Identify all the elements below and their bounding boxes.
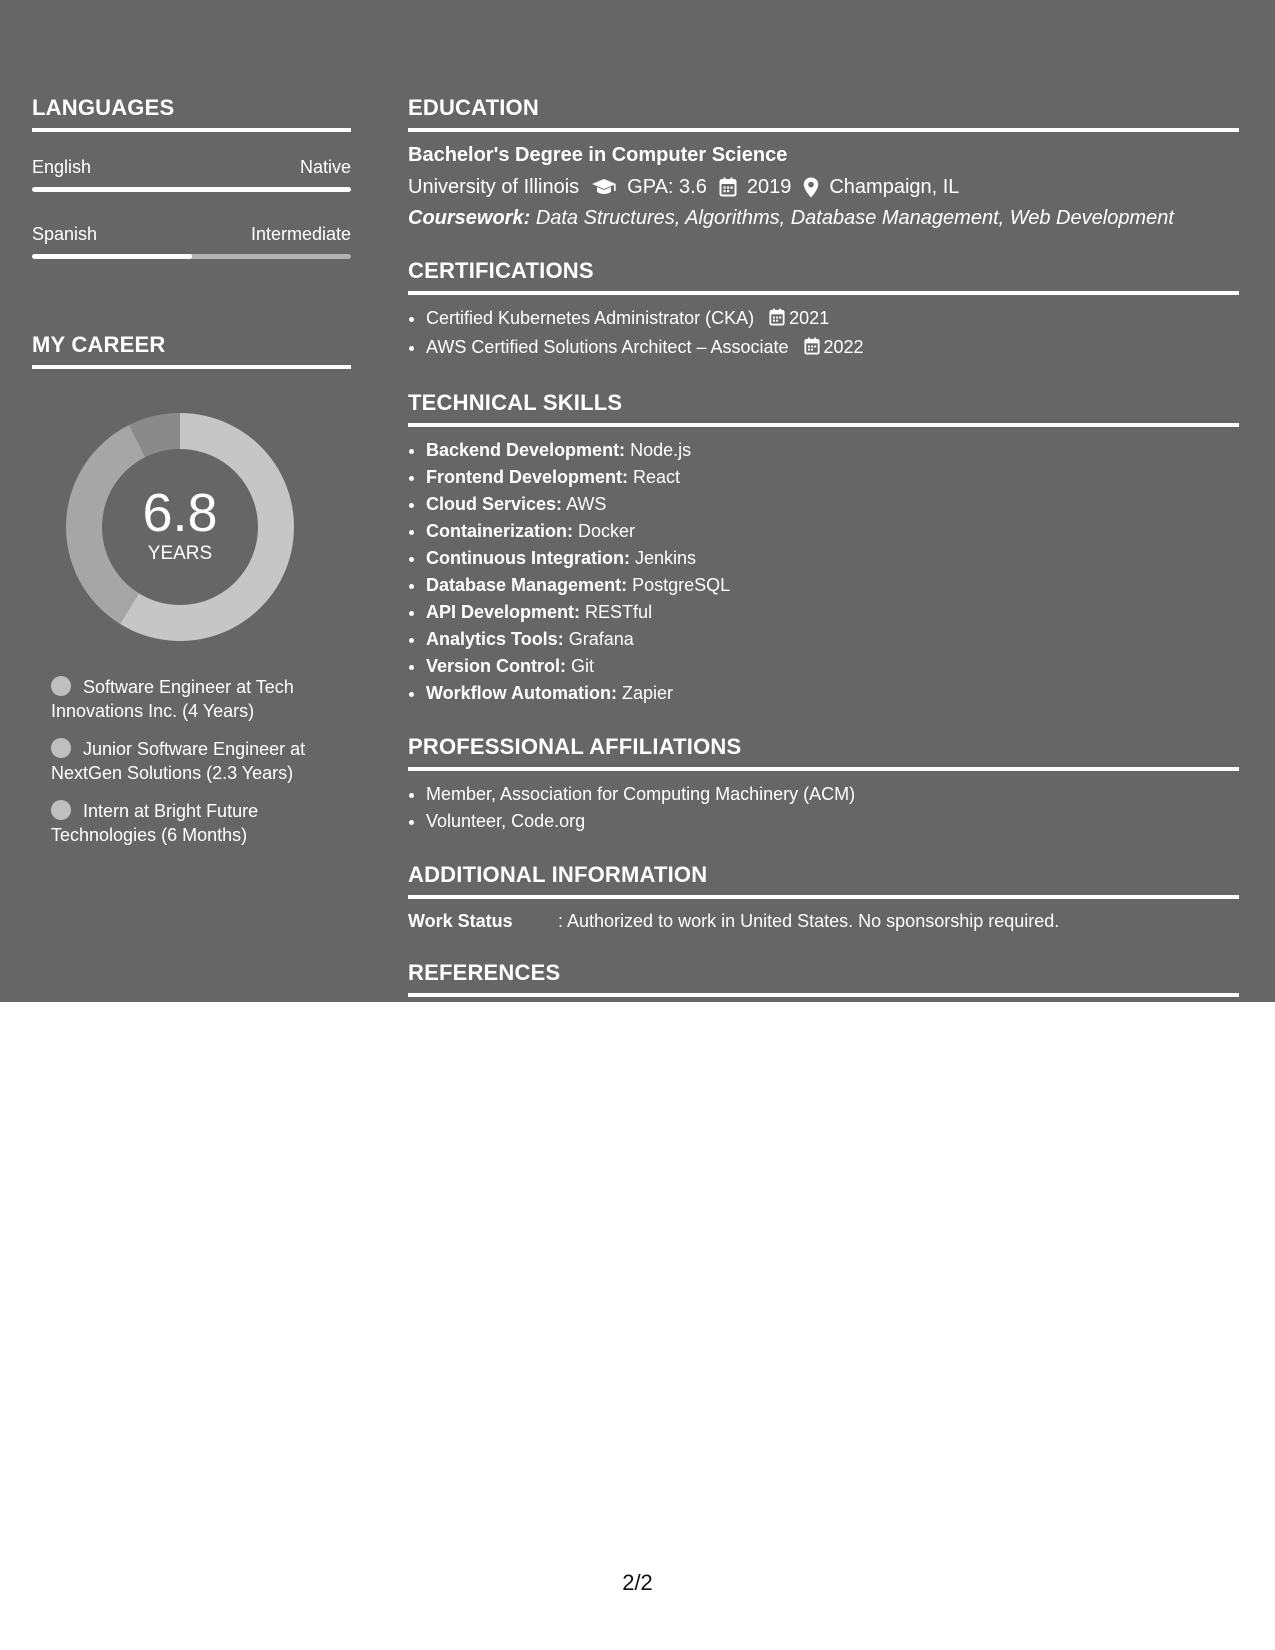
languages-section [32,94,351,259]
skill-label: Containerization: [426,521,573,541]
affiliations-section [408,733,1239,835]
skill-label: Frontend Development: [426,467,629,487]
certification-name: AWS Certified Solutions Architect – Associate [426,337,789,357]
skill-item [426,437,1239,464]
language-name: English [32,157,92,177]
skill-item [426,491,1239,518]
career-item [51,799,341,847]
education-location: Champaign, IL [829,176,960,198]
location-pin-icon [803,177,819,198]
skill-value: RESTful [585,602,653,622]
section-rule [408,291,1239,295]
language-level: Intermediate [250,224,351,244]
coursework-text: Data Structures, Algorithms, Database Management, Web Development [535,207,1174,229]
language-bar-fill [32,187,351,192]
certification-item [426,305,1239,334]
additional-info-section [408,861,1239,933]
references-section [408,959,1239,1033]
certification-name: Certified Kubernetes Administrator (CKA) [426,308,755,328]
skill-item [426,599,1239,626]
skill-label: Continuous Integration: [426,548,630,568]
skill-value: AWS [566,494,607,514]
language-bar-fill [32,254,192,259]
skill-label: Analytics Tools: [426,629,564,649]
career-years-unit: YEARS [147,543,213,564]
education-title: EDUCATION [408,95,539,120]
references-title: REFERENCES [408,960,561,985]
section-rule [408,993,1239,997]
section-rule [32,128,351,132]
certifications-title: CERTIFICATIONS [408,258,594,283]
language-bar-english [32,187,351,192]
skills-list [408,437,1239,707]
section-rule [408,767,1239,771]
language-row-spanish [32,223,351,245]
skill-value: Node.js [630,440,692,460]
education-section [408,94,1239,231]
references-text: AVAILABLE ON REQUEST [408,1011,627,1031]
skills-section [408,389,1239,707]
certification-item [426,334,1239,363]
education-school: University of Illinois [408,176,580,198]
calendar-icon [804,336,820,363]
work-status-value: : Authorized to work in United States. No sponsorship required. [558,911,1060,931]
coursework-label: Coursework: [408,207,531,229]
bullet-dot-icon [51,800,71,820]
career-list [51,675,341,847]
language-name: Spanish [32,224,98,244]
skill-value: React [633,467,681,487]
graduation-cap-icon [591,178,617,196]
skill-value: Jenkins [634,548,697,568]
donut-center [66,413,294,641]
education-year: 2019 [746,176,792,198]
education-degree: Bachelor's Degree in Computer Science [408,144,788,166]
section-rule [408,423,1239,427]
bullet-dot-icon [51,676,71,696]
skill-value: Zapier [622,683,674,703]
language-bar-spanish [32,254,351,259]
skill-value: Docker [578,521,636,541]
bullet-dot-icon [51,738,71,758]
skill-item [426,680,1239,707]
skill-item [426,545,1239,572]
skill-label: Cloud Services: [426,494,563,514]
skill-value: Git [571,656,595,676]
career-item-text: Software Engineer at Tech Innovations Inc. (4 Years) [51,677,294,721]
calendar-icon [769,307,785,334]
career-donut-chart [66,413,294,641]
career-item-text: Intern at Bright Future Technologies (6 Months) [51,801,259,845]
career-title: MY CAREER [32,332,166,357]
skill-label: Version Control: [426,656,567,676]
skill-item [426,464,1239,491]
section-rule [408,895,1239,899]
education-details [408,174,1239,200]
affiliation-item: • Volunteer, Code.org [426,808,1239,835]
skill-item [426,518,1239,545]
career-section [32,331,351,847]
right-column [408,94,1239,1033]
career-item [51,737,341,785]
skill-item [426,653,1239,680]
left-column [32,94,351,861]
languages-title: LANGUAGES [32,95,175,120]
work-status-row [408,909,1239,933]
calendar-icon [719,177,737,197]
language-level: Native [299,157,351,177]
education-coursework [408,205,1239,231]
career-item-text: Junior Software Engineer at NextGen Solutions (2.3 Years) [51,739,306,783]
career-item [51,675,341,723]
skill-value: Grafana [568,629,634,649]
section-rule [408,128,1239,132]
page-number: 2/2 [622,1570,653,1595]
skill-label: Workflow Automation: [426,683,617,703]
skill-item [426,626,1239,653]
language-row-english [32,156,351,178]
skill-value: PostgreSQL [632,575,731,595]
skill-label: API Development: [426,602,581,622]
career-total-years: 6.8 [142,483,218,543]
certification-year: 2021 [789,308,830,328]
affiliations-list [408,781,1239,835]
education-gpa: GPA: 3.6 [627,176,707,198]
skill-item [426,572,1239,599]
skills-title: TECHNICAL SKILLS [408,390,623,415]
certifications-section [408,257,1239,363]
skill-label: Database Management: [426,575,628,595]
affiliations-title: PROFESSIONAL AFFILIATIONS [408,734,742,759]
skill-label: Backend Development: [426,440,626,460]
section-rule [32,365,351,369]
affiliation-item: • Member, Association for Computing Machinery (ACM) [426,781,1239,808]
certification-year: 2022 [823,337,864,357]
additional-info-title: ADDITIONAL INFORMATION [408,862,708,887]
certifications-list [408,305,1239,363]
work-status-label: Work Status [408,911,513,931]
